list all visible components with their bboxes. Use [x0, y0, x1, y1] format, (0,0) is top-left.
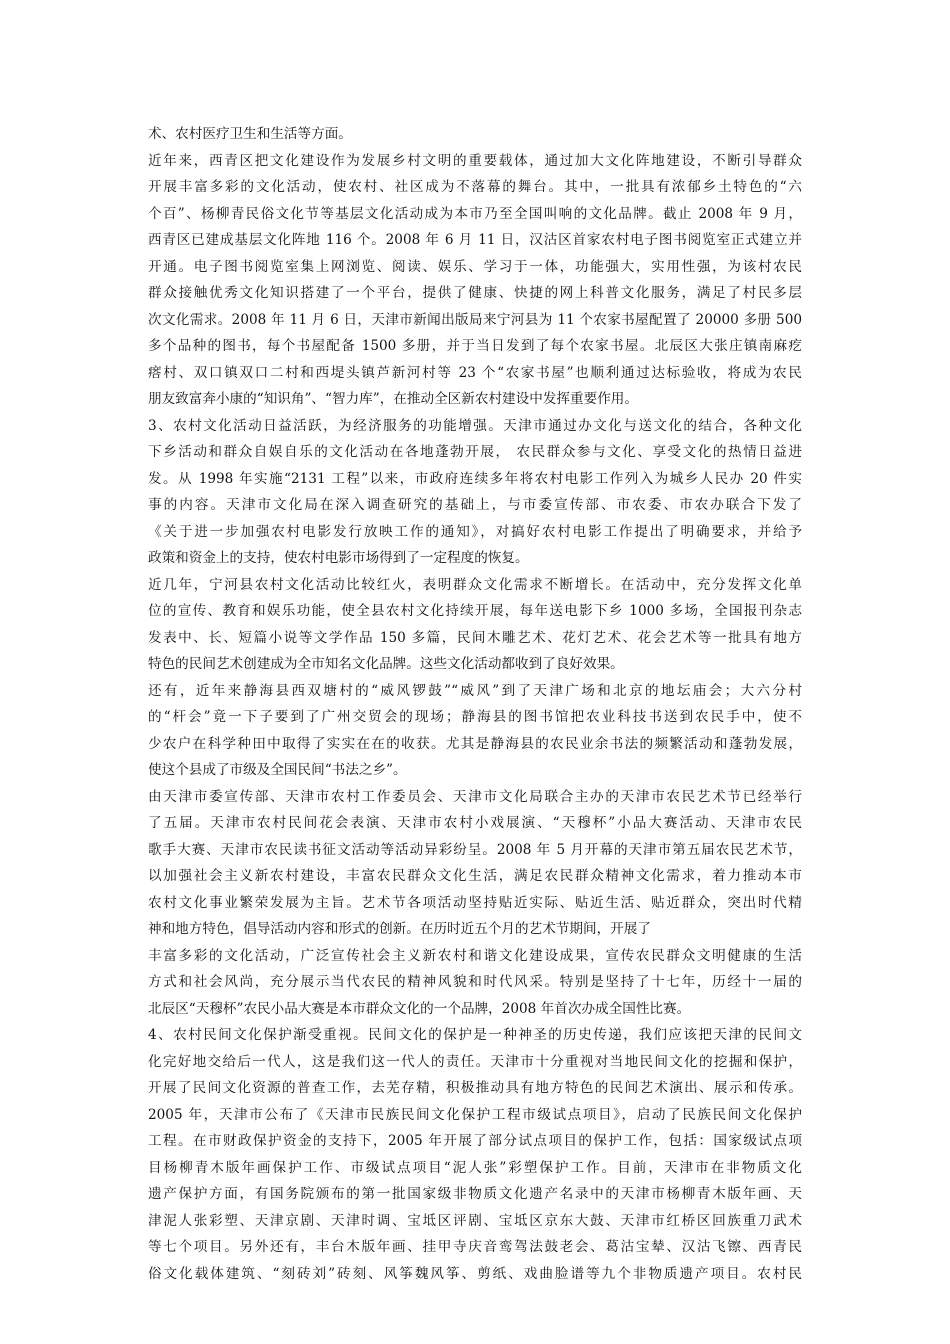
- text-line: 等七个项目。另外还有，丰台木版年画、挂甲寺庆音鸾驾法鼓老会、葛沽宝辇、汉沽飞镲、西青民: [148, 1239, 802, 1255]
- text-line: 以加强社会主义新农村建设，丰富农民群众文化生活，满足农民群众精神文化需求，着力推动本市: [148, 868, 802, 884]
- text-line: 3、农村文化活动日益活跃，为经济服务的功能增强。天津市通过办文化与送文化的结合，各种文化: [148, 417, 802, 434]
- text-line: 方式和社会风尚，充分展示当代农民的精神风貌和时代风采。特别是坚持了十七年，历经十一届的: [148, 974, 802, 990]
- text-line: 《关于进一步加强农村电影发行放映工作的通知》，对搞好农村电影工作提出了明确要求，并给予: [148, 523, 802, 540]
- text-line: 化完好地交给后一代人，这是我们这一代人的责任。天津市十分重视对当地民间文化的挖掘和保护，: [148, 1053, 802, 1070]
- text-line: 还有，近年来静海县西双塘村的“威风锣鼓”“威风”到了天津广场和北京的地坛庙会；大六分村: [148, 682, 802, 699]
- text-line: 开通。电子图书阅览室集上网浏览、阅读、娱乐、学习于一体，功能强大，实用性强，为该村农民: [148, 258, 802, 275]
- text-line: 特色的民间艺术创建成为全市知名文化品牌。这些文化活动都收到了良好效果。: [148, 656, 624, 672]
- text-line: 西青区已建成基层文化阵地 116 个。2008 年 6 月 11 日，汉沽区首家农村电子图书阅览室正式建立并: [148, 232, 802, 248]
- text-line: 工程。在市财政保护资金的支持下，2005 年开展了部分试点项目的保护工作，包括：国家级试点项: [148, 1133, 802, 1149]
- text-line: 事的内容。天津市文化局在深入调查研究的基础上，与市委宣传部、市农委、市农办联合下发了: [148, 497, 802, 513]
- text-line: 群众接触优秀文化知识搭建了一个平台，提供了健康、快捷的网上科普文化服务，满足了村民多层: [148, 285, 802, 301]
- text-line: 瘩村、双口镇双口二村和西堤头镇芦新河村等 23 个“农家书屋”也顺利通过达标验收，将成为农民: [148, 364, 802, 381]
- text-line: 开展丰富多彩的文化活动，使农村、社区成为不落幕的舞台。其中，一批具有浓郁乡土特色的“六: [148, 179, 802, 195]
- text-line: 近几年，宁河县农村文化活动比较红火，表明群众文化需求不断增长。在活动中，充分发挥文化单: [148, 576, 802, 593]
- text-line: 发表中、长、短篇小说等文学作品 150 多篇，民间木雕艺术、花灯艺术、花会艺术等一批具有地方: [148, 629, 802, 646]
- text-line: 多个品种的图书，每个书屋配备 1500 多册，并于当日发到了每个农家书屋。北辰区大张庄镇南麻疙: [148, 338, 802, 354]
- text-line: 下乡活动和群众自娱自乐的文化活动在各地蓬勃开展， 农民群众参与文化、享受文化的热情日益进: [148, 444, 802, 460]
- text-line: 了五届。天津市农村民间花会表演、天津市农村小戏展演、“天穆杯”小品大赛活动、天津市农民: [148, 815, 802, 831]
- text-line: 的“杆会”竟一下子要到了广州交贸会的现场；静海县的图书馆把农业科技书送到农民手中，使不: [148, 709, 802, 725]
- text-line: 俗文化载体建筑、“刻砖刘”砖刻、风筝魏风筝、剪纸、戏曲脸谱等九个非物质遗产项目。农村民: [148, 1265, 802, 1282]
- text-line: 2005 年，天津市公布了《天津市民族民间文化保护工程市级试点项目》，启动了民族民间文化保护: [148, 1106, 802, 1123]
- text-line: 位的宣传、教育和娱乐功能，使全县农村文化持续开展，每年送电影下乡 1000 多场，全国报刊杂志: [148, 603, 802, 619]
- text-line: 北辰区“天穆杯”农民小品大赛是本市群众文化的一个品牌，2008 年首次办成全国性比赛。: [148, 1000, 691, 1017]
- text-line: 4、农村民间文化保护渐受重视。民间文化的保护是一种神圣的历史传递，我们应该把天津的民间文: [148, 1027, 802, 1043]
- text-line: 政策和资金上的支持，使农村电影市场得到了一定程度的恢复。: [148, 550, 529, 566]
- text-line: 丰富多彩的文化活动，广泛宣传社会主义新农村和谐文化建设成果，宣传农民群众文明健康的生活: [148, 947, 802, 964]
- text-line: 术、农村医疗卫生和生活等方面。: [148, 126, 352, 142]
- text-line: 由天津市委宣传部、天津市农村工作委员会、天津市文化局联合主办的天津市农民艺术节已经举行: [148, 788, 802, 805]
- text-line: 次文化需求。2008 年 11 月 6 日，天津市新闻出版局来宁河县为 11 个农家书屋配置了 20000 多册 500: [148, 311, 802, 328]
- text-line: 开展了民间文化资源的普查工作，去芜存精，积极推动具有地方特色的民间艺术演出、展示和传承。: [148, 1080, 802, 1096]
- text-line: 少农户在科学种田中取得了实实在在的收获。尤其是静海县的农民业余书法的频繁活动和蓬勃发展，: [148, 735, 802, 752]
- text-line: 农村文化事业繁荣发展为主旨。艺术节各项活动坚持贴近实际、贴近生活、贴近群众，突出时代精: [148, 894, 802, 911]
- text-line: 目杨柳青木版年画保护工作、市级试点项目“泥人张”彩塑保护工作。目前，天津市在非物质文化: [148, 1159, 802, 1176]
- text-line: 朋友致富奔小康的“知识角”、“智力库”，在推动全区新农村建设中发挥重要作用。: [148, 391, 638, 407]
- text-line: 个百”、杨柳青民俗文化节等基层文化活动成为本市乃至全国叫响的文化品牌。截止 2008 年 9 月，: [148, 205, 802, 222]
- text-line: 神和地方特色，倡导活动内容和形式的创新。在历时近五个月的艺术节期间，开展了: [148, 921, 651, 937]
- document-page: [148, 121, 802, 1287]
- text-line: 遗产保护方面，有国务院颁布的第一批国家级非物质文化遗产名录中的天津市杨柳青木版年画、天: [148, 1186, 802, 1202]
- text-line: 津泥人张彩塑、天津京剧、天津时调、宝坻区评剧、宝坻区京东大鼓、天津市红桥区回族重刀武术: [148, 1212, 802, 1229]
- text-line: 使这个县成了市级及全国民间“书法之乡”。: [148, 762, 407, 778]
- text-line: 发。从 1998 年实施“2131 工程”以来，市政府连续多年将农村电影工作列入为城乡人民办 20 件实: [148, 470, 802, 487]
- text-line: 歌手大赛、天津市农民读书征文活动等活动异彩纷呈。2008 年 5 月开幕的天津市第五届农民艺术节，: [148, 841, 802, 858]
- text-line: 近年来，西青区把文化建设作为发展乡村文明的重要载体，通过加大文化阵地建设，不断引导群众: [148, 152, 802, 169]
